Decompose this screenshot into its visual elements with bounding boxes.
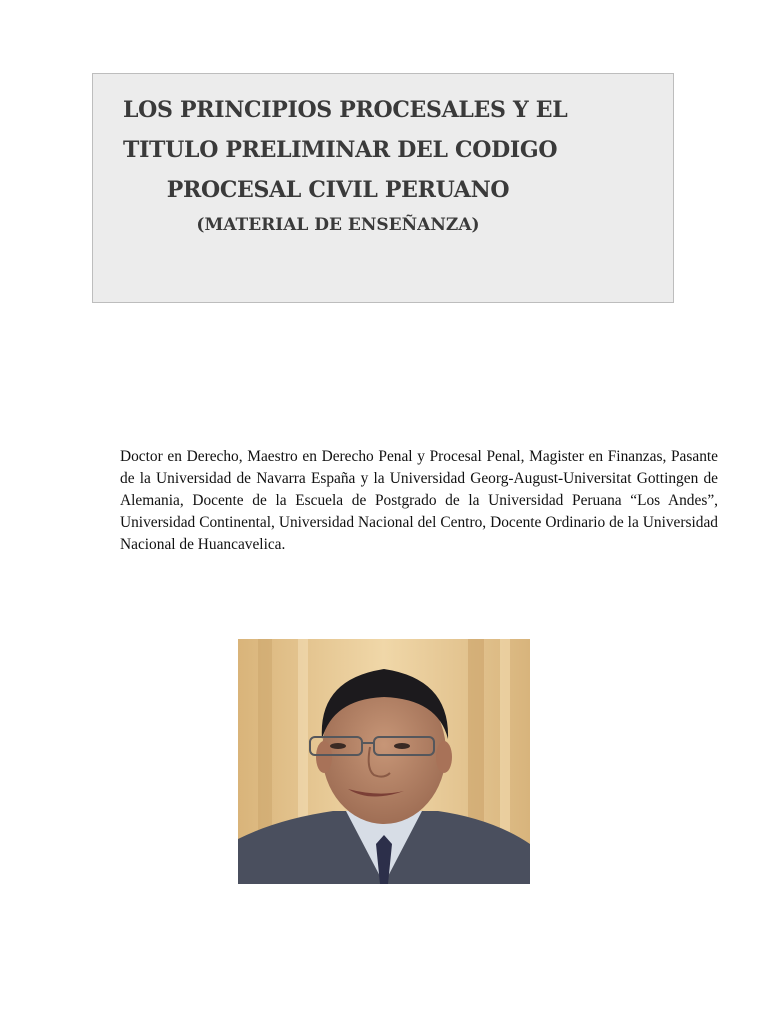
title-line-1: LOS PRINCIPIOS PROCESALES Y EL xyxy=(123,97,568,123)
author-photo xyxy=(238,639,530,884)
title-box xyxy=(92,73,674,303)
title-line-2: TITULO PRELIMINAR DEL CODIGO xyxy=(123,137,558,163)
document-title xyxy=(123,90,568,240)
document-subtitle: (MATERIAL DE ENSEÑANZA) xyxy=(196,215,480,235)
author-bio: Doctor en Derecho, Maestro en Derecho Penal y Procesal Penal, Magister en Finanzas, Pasante de la Universidad de Navarra España y la Universidad Georg-August-Universitat Gottingen de Alemania, Docente de la Escuela de Postgrado de la Universidad Peruana “Los Andes”, Universidad Continental, Universidad Nacional del Centro, Docente Ordinario de la Universidad Nacional de Huancavelica. xyxy=(120,448,718,553)
title-line-3: PROCESAL CIVIL PERUANO xyxy=(166,177,510,203)
